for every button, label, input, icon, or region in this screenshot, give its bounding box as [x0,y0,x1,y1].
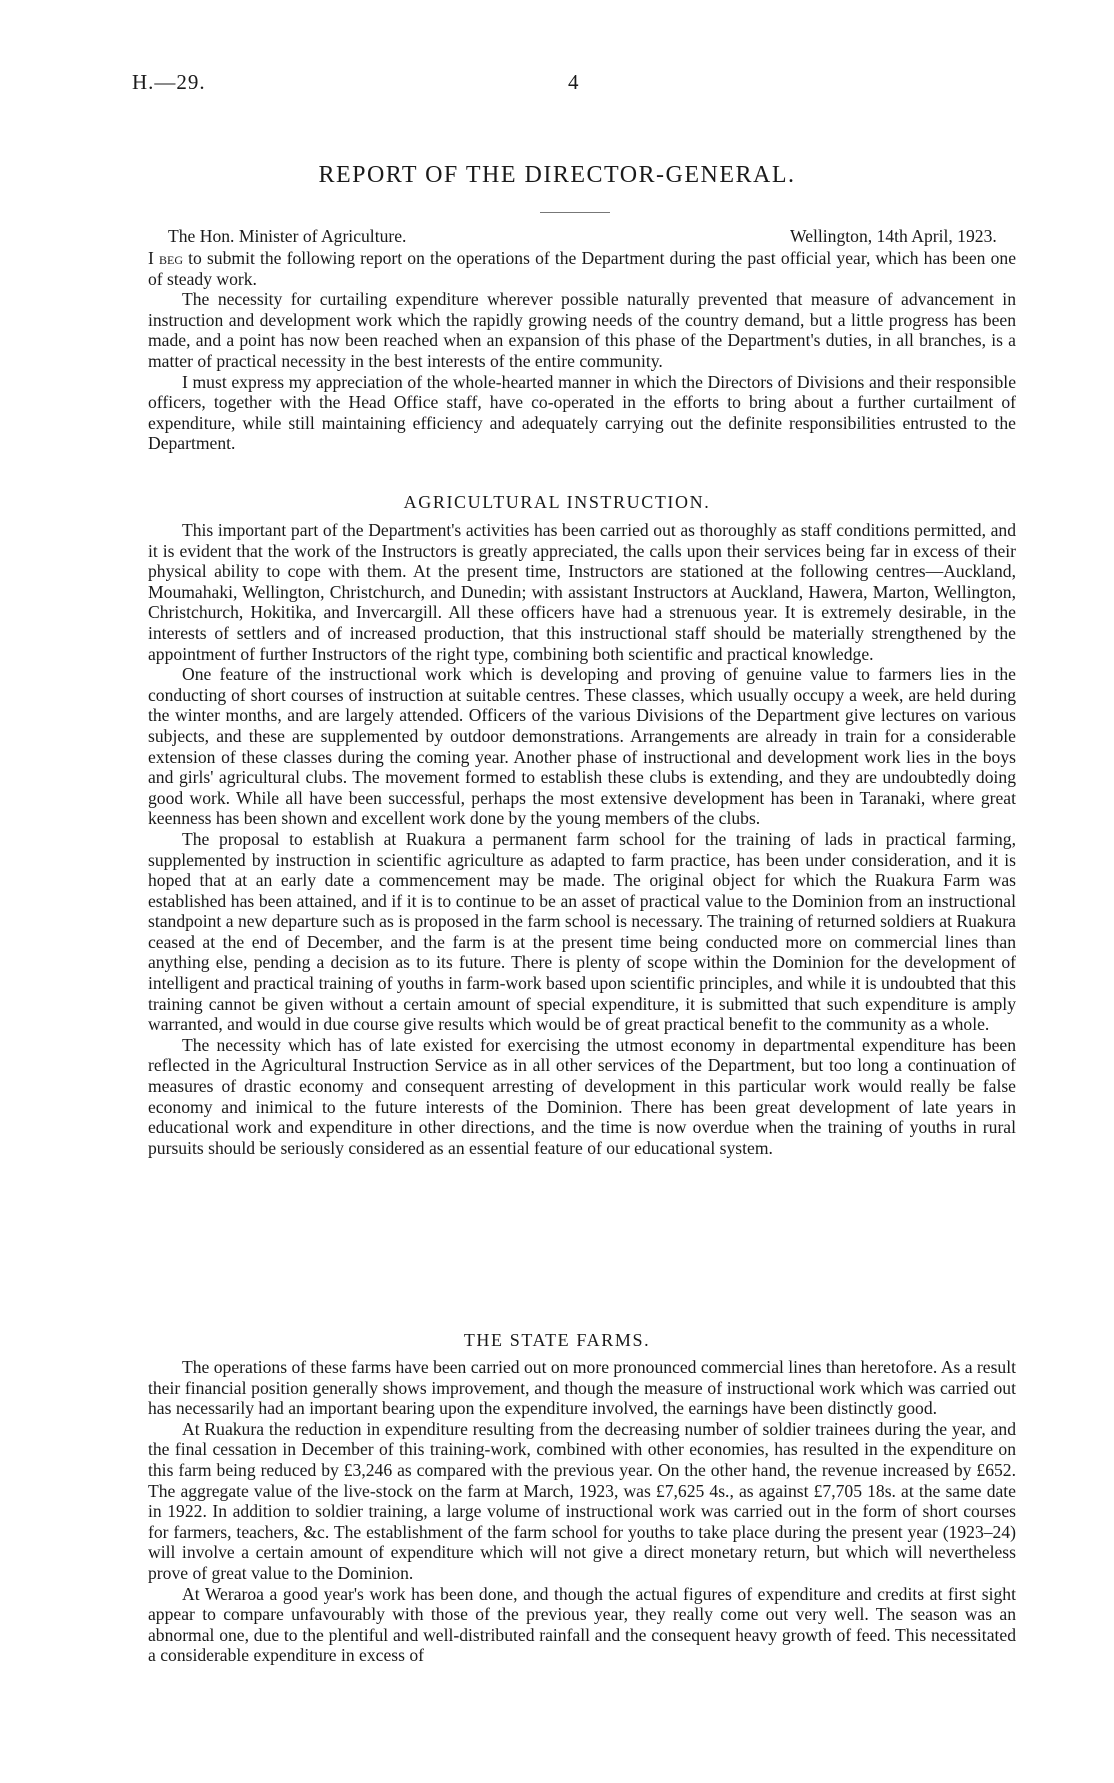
intro-section [148,248,1016,454]
agri-paragraph-4: The necessity which has of late existed for exercising the utmost economy in departmental expenditure has been reflected in the Agricultural Instruction Service as in all other services of the Department, but too long a continuation of measures of drastic economy and consequent arresting of development in this particular work would really be false economy and inimical to the future interests of the Dominion. There has been great development of late years in educational work and expenditure in other directions, and the time is now overdue when the training of youths in rural pursuits should be seriously considered as an essential feature of our educational system. [148,1034,1016,1158]
agricultural-instruction-section [148,520,1016,1158]
farms-paragraph-3: At Weraroa a good year's work has been done, and though the actual figures of expenditure and credits at first sight appear to compare unfavourably with those of the previous year, they really come out very well. The season was an abnormal one, due to the plentiful and well-distributed rainfall and the consequent heavy growth of feed. This necessitated a considerable expenditure in excess of [148,1583,1016,1666]
salutation: The Hon. Minister of Agriculture. [168,226,407,246]
report-title: REPORT OF THE DIRECTOR-GENERAL. [318,162,796,188]
agri-paragraph-3: The proposal to establish at Ruakura a permanent farm school for the training of lads in practical farming, supplemented by instruction in scientific agriculture as adapted to farm practice, has been under consideration, and it is hoped that at an early date a commencement may be made. The original object for which the Ruakura Farm was established has been attained, and if it is to continue to be an asset of practical value to the Dominion from an instructional standpoint a new departure such as is proposed in the farm school is necessary. The training of returned soldiers at Ruakura ceased at the end of December, and the farm is at the present time being conducted more on commercial lines than anything else, pending a decision as to its future. There is plenty of scope within the Dominion for the development of intelligent and practical training of youths in farm-work based upon scientific principles, and while it is undoubted that this training cannot be given without a certain amount of special expenditure, it is submitted that such expenditure is amply warranted, and would in due course give results which would be of great practical benefit to the community as a whole. [148,828,1016,1035]
intro-lead-words: I beg [148,248,183,268]
section-heading-agricultural-instruction: AGRICULTURAL INSTRUCTION. [403,492,711,512]
title-divider [540,212,610,213]
section-heading-state-farms: THE STATE FARMS. [463,1330,651,1350]
state-farms-section [148,1357,1016,1666]
intro-paragraph-2: The necessity for curtailing expenditure wherever possible naturally prevented that measure of advancement in instruction and development work which the rapidly growing needs of the country demand, but a little progress has been made, and a point has now been reached when an expansion of this phase of the Department's duties, in all branches, is a matter of practical necessity in the best interests of the entire community. [148,289,1016,371]
page-number: 4 [568,70,579,94]
intro-paragraph-1 [148,248,1016,289]
intro-paragraph-3: I must express my appreciation of the whole-hearted manner in which the Directors of Divisions and their responsible officers, together with the Head Office staff, have co-operated in the efforts to bring about a further curtailment of expenditure, while still maintaining efficiency and adequately carrying out the definite responsibilities entrusted to the Department. [148,371,1016,454]
agri-paragraph-2: One feature of the instructional work which is developing and proving of genuine value to farmers lies in the conducting of short courses of instruction at suitable centres. These classes, which usually occupy a week, are held during the winter months, and are largely attended. Officers of the various Divisions of the Department give lectures on various subjects, and these are supplemented by outdoor demonstrations. Arrangements are already in train for a considerable extension of these classes during the coming year. Another phase of instructional and development work lies in the boys and girls' agricultural clubs. The movement formed to establish these clubs is extending, and they are undoubtedly doing good work. While all have been successful, perhaps the most extensive development has been in Taranaki, where great keenness has been shown and excellent work done by the young members of the clubs. [148,664,1016,829]
place-date: Wellington, 14th April, 1923. [790,226,997,246]
intro-paragraph-1-text: to submit the following report on the operations of the Department during the past official year, which has been one of steady work. [148,248,1016,289]
farms-paragraph-2: At Ruakura the reduction in expenditure resulting from the decreasing number of soldier trainees during the year, and the final cessation in December of this training-work, combined with other economies, has resulted in the expenditure on this farm being reduced by £3,246 as compared with the previous year. On the other hand, the revenue increased by £652. The aggregate value of the live-stock on the farm at March, 1923, was £7,625 4s., as against £7,705 18s. at the same date in 1922. In addition to soldier training, a large volume of instructional work was carried out in the form of short courses for farmers, teachers, &c. The establishment of the farm school for youths to take place during the present year (1923–24) will involve a certain amount of expenditure which will not give a direct monetary return, but which will nevertheless prove of great value to the Dominion. [148,1418,1016,1583]
agri-paragraph-1: This important part of the Department's activities has been carried out as thoroughly as staff conditions permitted, and it is evident that the work of the Instructors is greatly appreciated, the calls upon their services being far in excess of their physical ability to cope with them. At the present time, Instructors are stationed at the following centres—Auckland, Moumahaki, Wellington, Christchurch, and Dunedin; with assistant Instructors at Auckland, Hawera, Marton, Wellington, Christchurch, Hokitika, and Invercargill. All these officers have had a strenuous year. It is extremely desirable, in the interests of settlers and of increased production, that this instructional staff should be materially strengthened by the appointment of further Instructors of the right type, combining both scientific and practical knowledge. [148,520,1016,664]
farms-paragraph-1: The operations of these farms have been carried out on more pronounced commercial lines than heretofore. As a result their financial position generally shows improvement, and though the measure of instructional work which was carried out has necessarily had an important bearing upon the expenditure involved, the earnings have been distinctly good. [148,1357,1016,1419]
header-reference: H.—29. [132,70,206,94]
